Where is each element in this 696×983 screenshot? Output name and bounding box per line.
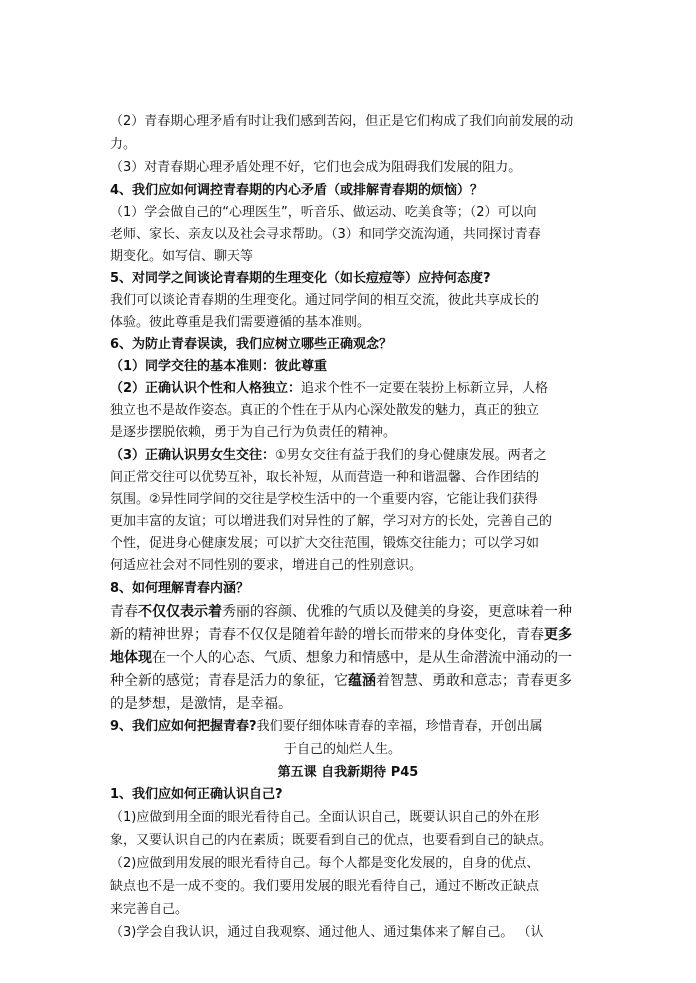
text-line: （2）青春期心理矛盾有时让我们感到苦闷，但正是它们构成了我们向前发展的动 — [110, 114, 574, 129]
text-line: （1)应做到用全面的眼光看待自己。全面认识自己，既要认识自己的外在形 — [110, 810, 540, 825]
lesson-title: 第五课 自我新期待 P45 — [277, 765, 419, 780]
text-line: 氛围。②异性同学间的交往是学校生活中的一个重要内容，它能让我们获得 — [110, 492, 538, 507]
text-span: 新的精神世界；青春不仅仅是随着年龄的增长而带来的身体变化，青春 — [110, 627, 544, 643]
question-heading: 4、我们应如何调控青春期的内心矛盾（或排解青春期的烦恼）？ — [110, 183, 484, 198]
text-line: 老师、家长、亲友以及社会寻求帮助。（3）和同学交流沟通，共同探讨青春 — [110, 227, 541, 242]
text-span: 青春 — [110, 604, 138, 620]
text-line: 缺点也不是一成不变的。我们要用发展的眼光看待自己，通过不断改正缺点 — [110, 879, 540, 894]
text-span: 种全新的感觉；青春是活力的象征，它 — [110, 673, 348, 689]
text-span: 在一个人的心态、气质、想象力和情感中，是从生命潜流中涌动的一 — [152, 650, 572, 666]
text-line — [110, 378, 548, 400]
emphasis-span: 地体现 — [110, 650, 152, 666]
text-line: 来完善自己。 — [110, 902, 189, 917]
text-line: 是逐步摆脱依赖，勇于为自己行为负责任的精神。 — [110, 425, 397, 440]
text-line — [110, 624, 572, 646]
text-span: 秀丽的容颜、优雅的气质以及健美的身姿，更意味着一种 — [222, 604, 572, 620]
emphasis-span: 蕴涵 — [348, 673, 376, 689]
question-heading: 1、我们应如何正确认识自己? — [110, 787, 283, 802]
question-heading: 5、对同学之间谈论青春期的生理变化（如长痘痘等）应持何态度? — [110, 271, 491, 286]
sub-heading: （1）同学交往的基本准则：彼此尊重 — [110, 359, 328, 374]
text-line: 体验。彼此尊重是我们需要遵循的基本准则。 — [110, 315, 371, 330]
text-line: 独立也不是故作姿态。真正的个性在于从内心深处散发的魅力，真正的独立 — [110, 403, 540, 418]
text-line: （2)应做到用发展的眼光看待自己。每个人都是变化发展的，自身的优点、 — [110, 856, 540, 871]
text-line: 的是梦想，是激情，是幸福。 — [110, 696, 292, 712]
text-line: （3）对青春期心理矛盾处理不好，它们也会成为阻碍我们发展的阻力。 — [110, 160, 522, 175]
text-line: 何适应社会对不同性别的要求，增进自己的性别意识。 — [110, 558, 423, 573]
text-line: 个性，促进身心健康发展；可以扩大交往范围，锻炼交往能力；可以学习如 — [110, 536, 540, 551]
question-heading: 9、我们应如何把握青春? — [110, 719, 257, 734]
text-line: 力。 — [110, 137, 137, 152]
text-line: 象，又要认识自己的内在素质；既要看到自己的优点，也要看到自己的缺点。 — [110, 833, 553, 848]
text-span: ①男女交往有益于我们的身心健康发展。两者之 — [275, 448, 547, 463]
text-line — [110, 445, 547, 467]
text-line — [110, 670, 572, 692]
text-line — [110, 601, 572, 623]
text-span: 追求个性不一定要在装扮上标新立异，人格 — [301, 381, 549, 396]
text-span: 我们要仔细体味青春的幸福，珍惜青春，开创出属 — [256, 719, 543, 734]
sub-heading: （3）正确认识男女生交往： — [110, 448, 276, 463]
text-line: （1）学会做自己的“心理医生”，听音乐、做运动、吃美食等；（2）可以向 — [110, 205, 537, 220]
question-heading: 6、为防止青春误读，我们应树立哪些正确观念？ — [110, 337, 393, 352]
text-line: 间正常交往可以优势互补，取长补短，从而营造一种和谐温馨、合作团结的 — [110, 470, 540, 485]
text-line: 期变化。如写信、聊天等 — [110, 249, 254, 264]
sub-heading: （2）正确认识个性和人格独立： — [110, 381, 302, 396]
text-line: （3)学会自我认识，通过自我观察、通过他人、通过集体来了解自己。 （认 — [110, 925, 544, 940]
emphasis-span: 更多 — [544, 627, 572, 643]
text-line: 我们可以谈论青春期的生理变化。通过同学间的相互交流，彼此共享成长的 — [110, 293, 540, 308]
text-line — [110, 716, 543, 738]
question-heading: 8、如何理解青春内涵？ — [110, 581, 250, 596]
emphasis-span: 不仅仅表示着 — [138, 604, 222, 620]
text-line — [110, 647, 572, 669]
text-span: 着智慧、勇敢和意志；青春更多 — [376, 673, 572, 689]
text-line: 于自己的灿烂人生。 — [284, 742, 402, 757]
text-line: 更加丰富的友谊；可以增进我们对异性的了解，学习对方的长处，完善自己的 — [110, 514, 553, 529]
